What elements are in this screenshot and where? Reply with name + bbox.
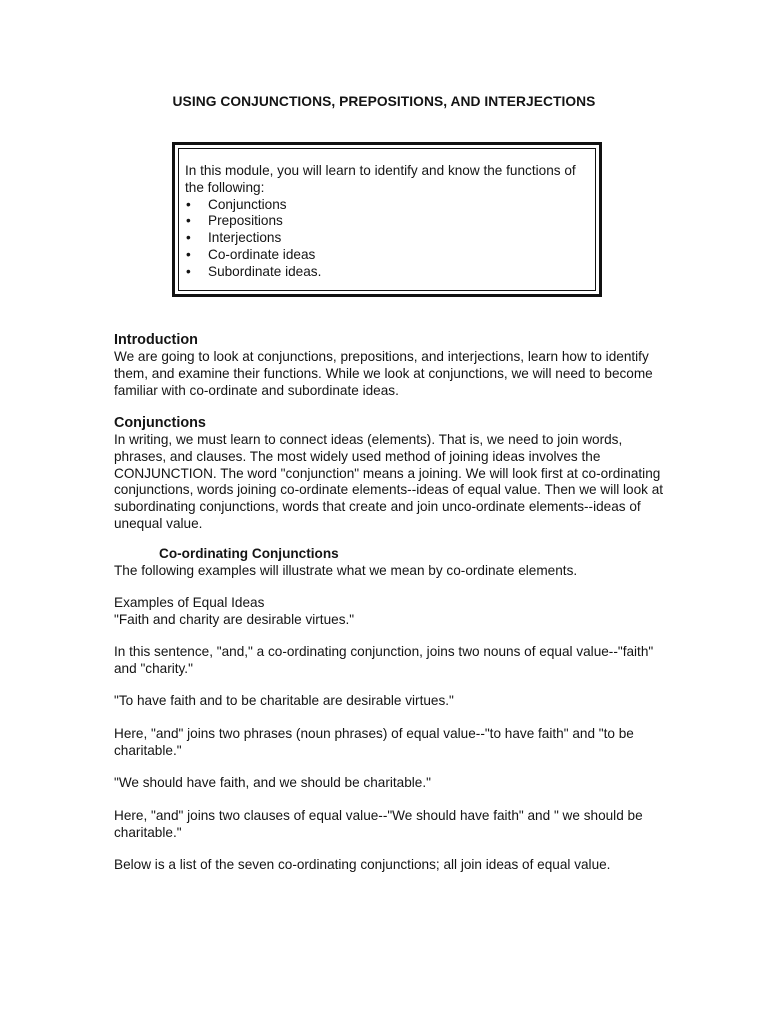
- objectives-intro: In this module, you will learn to identify and know the functions of the following:: [185, 163, 576, 195]
- objectives-list: [185, 197, 589, 281]
- introduction-text: We are going to look at conjunctions, prepositions, and interjections, learn how to identify them, and examine their functions. While we look at conjunctions, we will need to become familiar with co-ordinate and subordinate ideas.: [114, 349, 653, 398]
- introduction-heading: Introduction: [114, 332, 198, 348]
- bullet-icon: •: [186, 196, 191, 212]
- bullet-icon: •: [186, 213, 191, 229]
- objectives-list-item: [185, 230, 589, 247]
- objectives-list-item: [185, 213, 589, 230]
- bullet-icon: •: [186, 263, 191, 279]
- conjunctions-text: In writing, we must learn to connect ideas (elements). That is, we need to join words, phrases, and clauses. The most widely used method of joining ideas involves the CONJUNCTION. The word "conjunction" means a joining. We will look first at co-ordinating conjunctions, words joining co-ordinate elements--ideas of equal value. Then we will look at subordinating conjunctions, words that create and join unco-ordinate elements--ideas of unequal value.: [114, 432, 664, 531]
- objectives-item-label: Conjunctions: [208, 196, 287, 212]
- example-explanation-1: In this sentence, "and," a co-ordinating conjunction, joins two nouns of equal value--"faith" and "charity.": [114, 644, 654, 676]
- example-explanation-3: Here, "and" joins two clauses of equal value--"We should have faith" and " we should be charitable.": [114, 808, 643, 840]
- objectives-list-item: [185, 247, 589, 264]
- example-sentence-3: "We should have faith, and we should be charitable.": [114, 775, 431, 790]
- example-sentence-2: "To have faith and to be charitable are desirable virtues.": [114, 693, 454, 708]
- objectives-list-item: [185, 264, 589, 281]
- objectives-item-label: Subordinate ideas.: [208, 263, 322, 279]
- coordinating-closing: Below is a list of the seven co-ordinating conjunctions; all join ideas of equal value.: [114, 857, 611, 872]
- bullet-icon: •: [186, 246, 191, 262]
- objectives-box-inner: [178, 148, 596, 291]
- coordinating-heading: Co-ordinating Conjunctions: [159, 546, 339, 561]
- examples-label: Examples of Equal Ideas: [114, 595, 265, 610]
- conjunctions-heading: Conjunctions: [114, 415, 206, 431]
- coordinating-intro: The following examples will illustrate what we mean by co-ordinate elements.: [114, 563, 578, 578]
- objectives-box: [172, 142, 602, 297]
- example-sentence-1: "Faith and charity are desirable virtues.": [114, 612, 355, 627]
- objectives-list-item: [185, 197, 589, 214]
- page-title: USING CONJUNCTIONS, PREPOSITIONS, AND INTERJECTIONS: [172, 94, 596, 109]
- objectives-item-label: Interjections: [208, 230, 282, 246]
- example-explanation-2: Here, "and" joins two phrases (noun phrases) of equal value--"to have faith" and "to be charitable.": [114, 726, 634, 758]
- objectives-item-label: Prepositions: [208, 213, 283, 229]
- objectives-item-label: Co-ordinate ideas: [208, 246, 316, 262]
- bullet-icon: •: [186, 230, 191, 246]
